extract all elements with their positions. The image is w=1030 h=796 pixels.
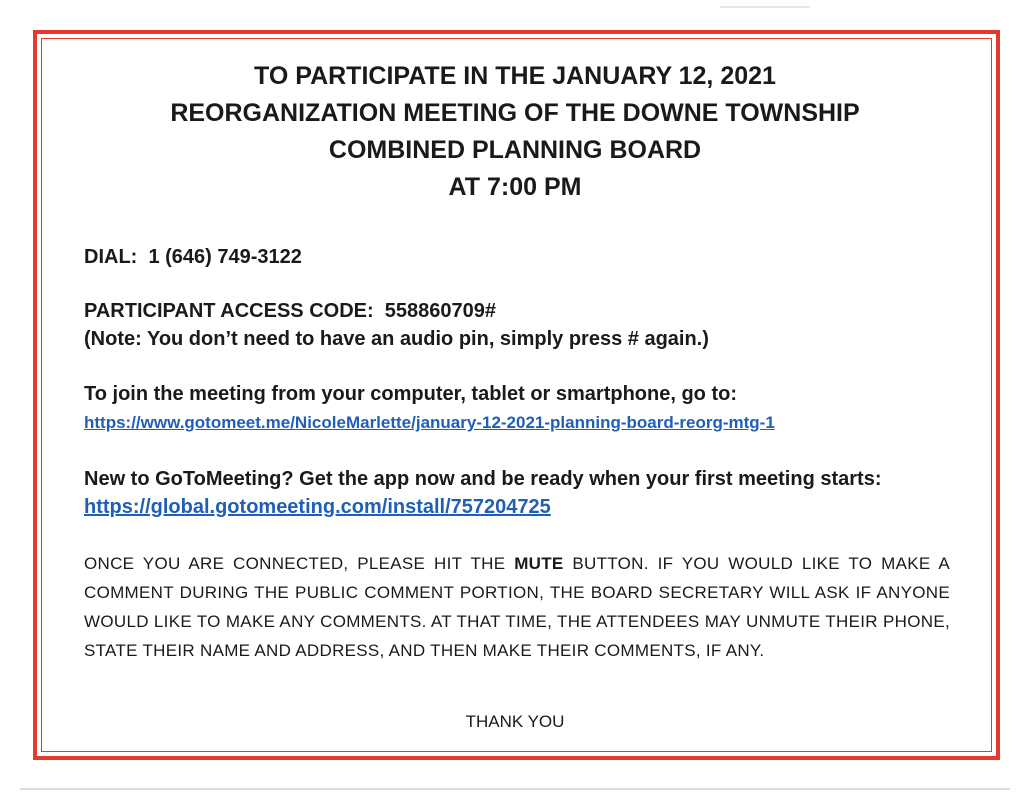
title-line-4: AT 7:00 PM (448, 173, 582, 201)
new-user-text: New to GoToMeeting? Get the app now and be ready when your first meeting starts: (84, 468, 882, 490)
dial-label: DIAL: (84, 246, 138, 268)
join-instructions: To join the meeting from your computer, tablet or smartphone, go to: (84, 383, 737, 405)
title-line-3: COMBINED PLANNING BOARD (328, 136, 702, 164)
scan-artifact (720, 6, 810, 8)
mute-emphasis: MUTE (514, 554, 564, 573)
access-code-value: 558860709# (384, 300, 496, 322)
thank-you: THANK YOU (465, 712, 565, 731)
instructions-part-1: ONCE YOU ARE CONNECTED, PLEASE HIT THE (84, 554, 506, 573)
connection-instructions (84, 549, 950, 665)
instructions-part-2: BUTTON. IF YOU WOULD LIKE TO MAKE A COMMENT DURING THE PUBLIC COMMENT PORTION, THE BOARD SECRETARY WILL ASK IF ANYONE WOULD LIKE TO MAKE ANY COMMENTS. AT THAT TIME, THE ATTENDEES MAY UNMUTE THEIR PHONE, STATE THEIR NAME AND ADDRESS, AND THEN MAKE THEIR COMMENTS, IF ANY. (84, 554, 951, 660)
dial-number: 1 (646) 749-3122 (148, 246, 302, 268)
access-code-note: (Note: You don’t need to have an audio pin, simply press # again.) (84, 328, 709, 350)
new-user-info (84, 465, 964, 521)
title-line-2: REORGANIZATION MEETING OF THE DOWNE TOWNSHIP (170, 99, 860, 127)
notice-title (37, 58, 993, 206)
meeting-link[interactable]: https://www.gotomeet.me/NicoleMarlette/january-12-2021-planning-board-reorg-mtg-1 (84, 413, 775, 432)
access-code-label: PARTICIPANT ACCESS CODE: (84, 300, 374, 322)
join-info (84, 380, 964, 437)
scan-edge-artifact (20, 788, 1010, 790)
title-line-1: TO PARTICIPATE IN THE JANUARY 12, 2021 (254, 62, 776, 90)
access-code-info (84, 297, 964, 353)
install-link[interactable]: https://global.gotomeeting.com/install/757204725 (84, 496, 551, 518)
dial-info (84, 243, 964, 271)
